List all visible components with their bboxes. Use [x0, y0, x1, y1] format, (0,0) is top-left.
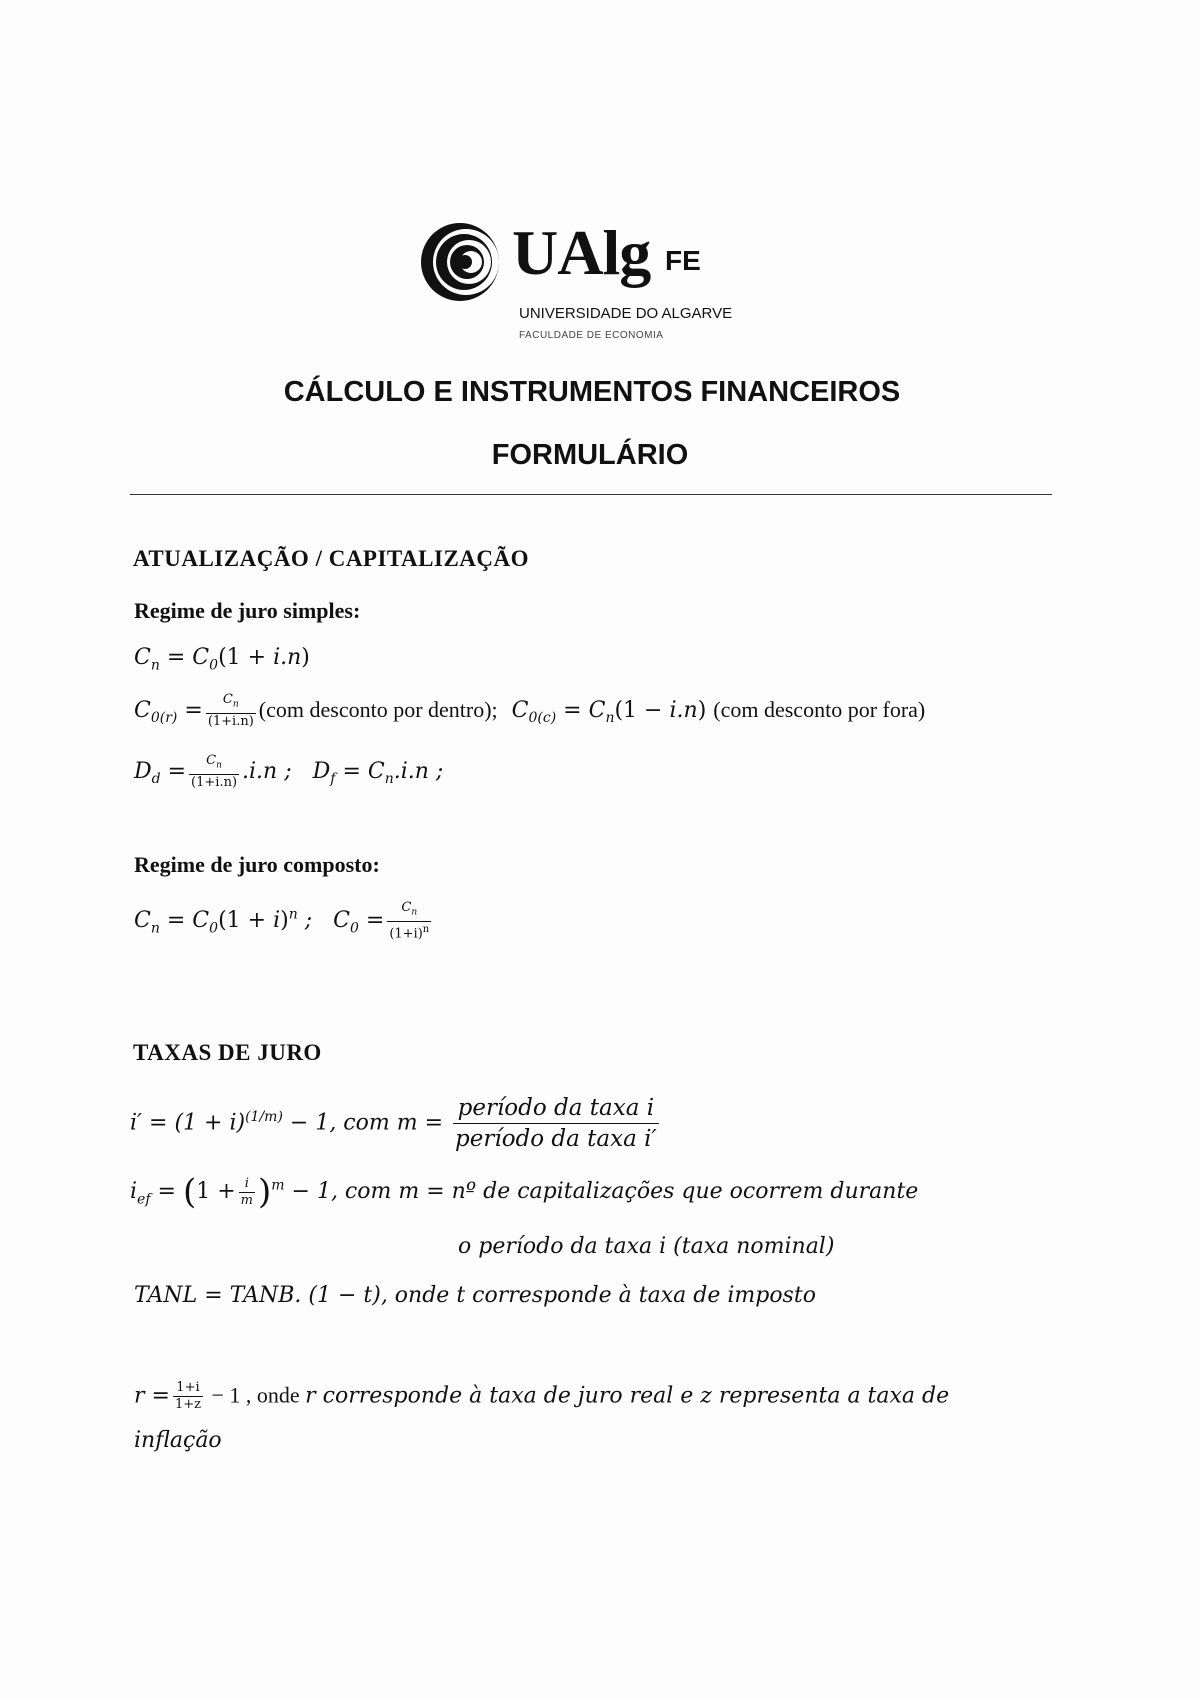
- compound-interest-heading: Regime de juro composto:: [134, 852, 380, 877]
- formula-simple-discount-amounts: $D_d$ = $\frac{C_n}{(1+i.n)}$ .i.n ; $D_f = C_n.i.n$ ;: [134, 753, 444, 790]
- formula-simple-capital: $C_n = C_0(1 + i.n)$: [134, 645, 310, 674]
- section-heading-interest-rates: TAXAS DE JURO: [133, 1040, 322, 1065]
- formula-real-rate: r = $\frac{1+i}{1+z}$ − 1 , onde r corresponde à taxa de juro real e z representa a taxa de: [134, 1380, 950, 1412]
- logo-suffix: FE: [665, 245, 701, 276]
- formula-compound: $C_n = C_0(1 + i)^n$ ; $C_0$ = $\frac{C_n}{(1+i)^n}$: [134, 900, 430, 941]
- real-rate-continuation: inflação: [134, 1428, 222, 1453]
- simple-interest-heading: Regime de juro simples:: [134, 598, 361, 623]
- inner-discount-note: (com desconto por dentro);: [258, 696, 498, 722]
- formula-equivalent-rate: [130, 1093, 662, 1154]
- outer-discount-note: (com desconto por fora): [713, 696, 926, 722]
- effective-rate-continuation: o período da taxa i (taxa nominal): [458, 1234, 835, 1259]
- logo-university: UNIVERSIDADE DO ALGARVE: [519, 305, 733, 322]
- m-numerator: período da taxa i: [453, 1093, 659, 1124]
- equivalent-rate-mid: − 1, com m =: [282, 1110, 451, 1136]
- equivalent-rate-prefix: i′ = (1 + i): [130, 1110, 246, 1136]
- equivalent-rate-exponent: (1/m): [245, 1109, 283, 1126]
- ualg-logo-icon: [418, 220, 502, 304]
- formula-net-rate: TANL = TANB. (1 − t), onde t corresponde à taxa de imposto: [134, 1283, 816, 1308]
- logo-wordmark: UAlg: [512, 217, 651, 288]
- real-rate-tail-1: − 1 , onde: [205, 1382, 306, 1408]
- logo-faculty: FACULDADE DE ECONOMIA: [519, 330, 664, 341]
- formula-simple-discount: $C_{0(r)}$ = $\frac{C_n}{(1+i.n)}$ (com desconto por dentro); $C_{0(c)} = C_n(1 - i.n)$ (com desconto por fora): [134, 692, 926, 729]
- divider: [130, 494, 1052, 495]
- formula-effective-rate: $i_{ef} = (1$ + $\frac{i}{m}$ )$^m$ − 1, com m = nº de capitalizações que ocorrem durante: [130, 1172, 919, 1212]
- document-subtitle: FORMULÁRIO: [491, 439, 689, 471]
- document-title: CÁLCULO E INSTRUMENTOS FINANCEIROS: [283, 376, 901, 408]
- section-heading-capitalization: ATUALIZAÇÃO / CAPITALIZAÇÃO: [133, 546, 530, 571]
- effective-rate-tail: − 1, com m = nº de capitalizações que ocorrem durante: [284, 1179, 919, 1204]
- m-denominator: período da taxa i′: [455, 1126, 657, 1152]
- real-rate-tail-2: r corresponde à taxa de juro real e z representa a taxa de: [305, 1383, 950, 1409]
